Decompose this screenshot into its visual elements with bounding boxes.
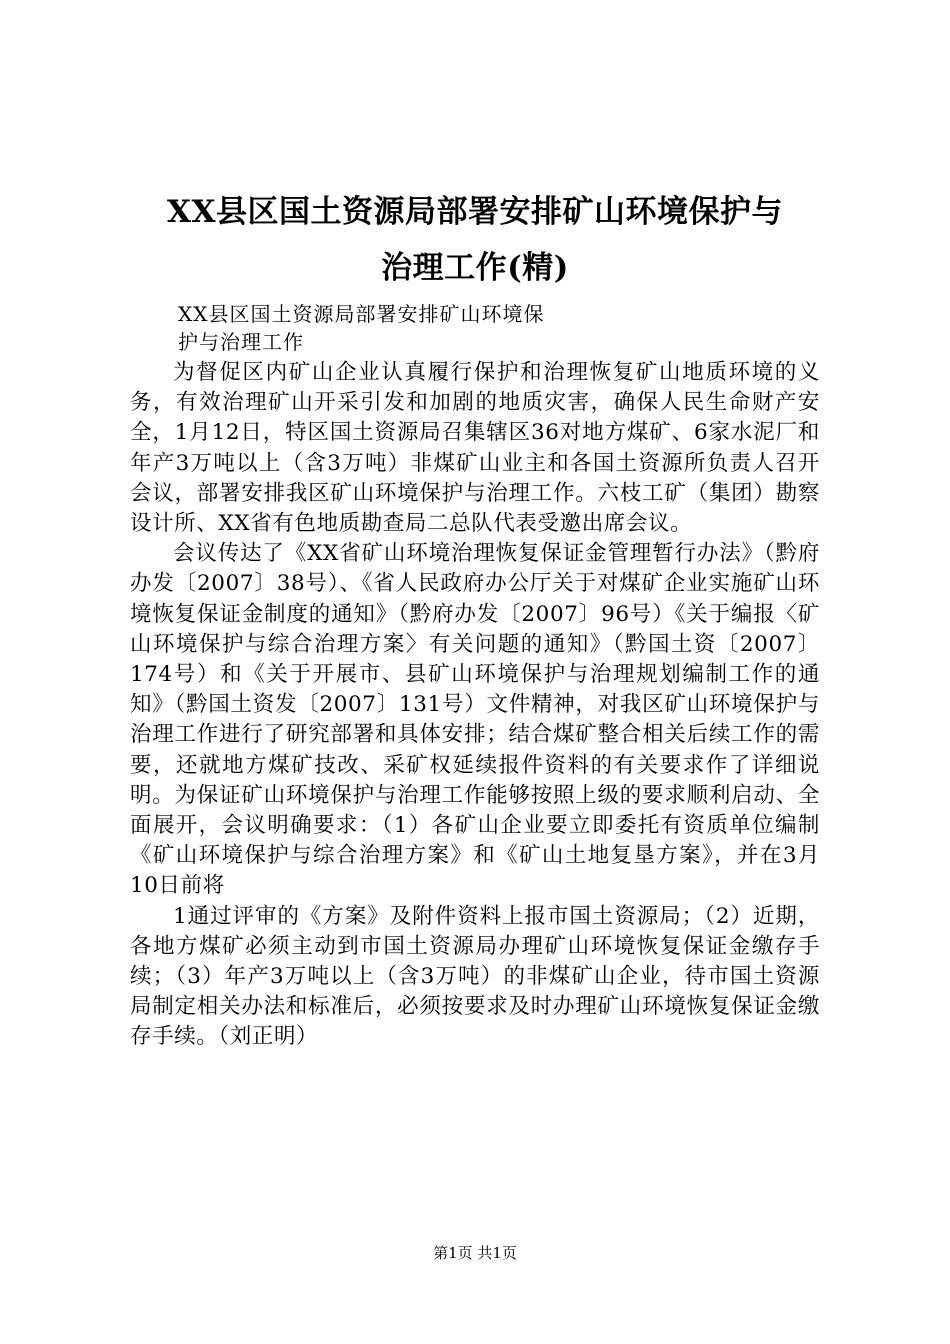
document-body <box>130 358 820 1053</box>
paragraph-2: 会议传达了《XX省矿山环境治理恢复保证金管理暂行办法》（黔府办发〔2007〕38号）、《省人民政府办公厅关于对煤矿企业实施矿山环境恢复保证金制度的通知》（黔府办发〔2007〕96号）《关于编报〈矿山环境保护与综合治理方案〉有关问题的通知》（黔国土资〔2007〕174号）和《关于开展市、县矿山环境保护与治理规划编制工作的通知》（黔国土资发〔2007〕131号）文件精神，对我区矿山环境保护与治理工作进行了研究部署和具体安排；结合煤矿整合相关后续工作的需要，还就地方煤矿技改、采矿权延续报件资料的有关要求作了详细说明。为保证矿山环境保护与治理工作能够按照上级的要求顺利启动、全面展开，会议明确要求：（1）各矿山企业要立即委托有资质单位编制《矿山环境保护与综合治理方案》和《矿山土地复垦方案》，并在3月10日前将 <box>130 541 820 899</box>
subheading-line-2: 护与治理工作 <box>178 330 304 354</box>
page-footer: 第1页 共1页 <box>433 1244 517 1262</box>
paragraph-3: 1通过评审的《方案》及附件资料上报市国土资源局；（2）近期，各地方煤矿必须主动到市国土资源局办理矿山环境恢复保证金缴存手续；（3）年产3万吨以上（含3万吨）的非煤矿山企业，待市国土资源局制定相关办法和标准后，必须按要求及时办理矿山环境恢复保证金缴存手续。（刘正明） <box>130 903 820 1050</box>
document-title-line-1: XX县区国土资源局部署安排矿山环境保护与 <box>166 194 784 230</box>
document-title-line-2: 治理工作(精) <box>381 250 569 286</box>
subheading-line-1: XX县区国土资源局部署安排矿山环境保 <box>178 302 545 326</box>
paragraph-1: 为督促区内矿山企业认真履行保护和治理恢复矿山地质环境的义务，有效治理矿山开采引发和加剧的地质灾害，确保人民生命财产安全，1月12日，特区国土资源局召集辖区36对地方煤矿、6家水泥厂和年产3万吨以上（含3万吨）非煤矿山业主和各国土资源所负责人召开会议，部署安排我区矿山环境保护与治理工作。六枝工矿（集团）勘察设计所、XX省有色地质勘查局二总队代表受邀出席会议。 <box>130 360 820 537</box>
